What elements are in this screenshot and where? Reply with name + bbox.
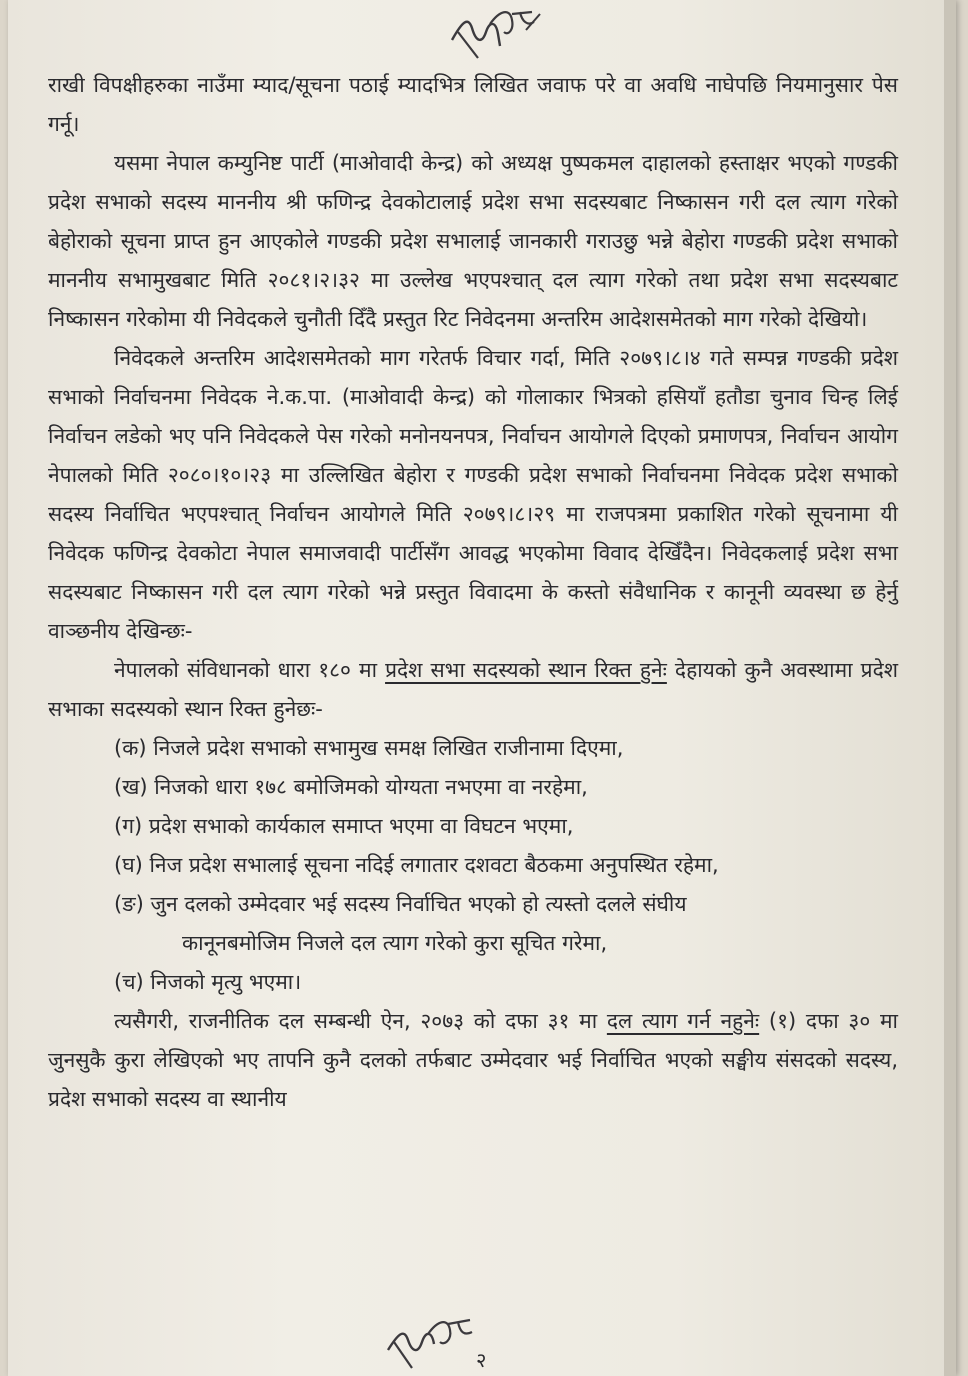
para3-text-post: देहायको कुनै अवस्थामा प्रदेश सभाका सदस्यको स्थान रिक्त हुनेछः- (48, 658, 899, 721)
para3-underlined-heading: प्रदेश सभा सदस्यको स्थान रिक्त हुनेः (385, 658, 667, 682)
page-edge-shadow (944, 0, 956, 1376)
list-item: (घ) निज प्रदेश सभालाई सूचना नदिई लगातार दशवटा बैठकमा अनुपस्थित रहेमा, (114, 853, 719, 877)
list-item: (च) निजको मृत्यु भएमा। (114, 970, 302, 994)
para4-text-pre: त्यसैगरी, राजनीतिक दल सम्बन्धी ऐन, २०७३ को दफा ३१ मा (114, 1009, 607, 1033)
para4-text-post: (१) दफा ३० मा जुनसुकै कुरा लेखिएको भए तापनि कुनै दलको तर्फबाट उम्मेदवार भई निर्वाचित भएको सङ्घीय संसदको सदस्य, प्रदेश सभाको सदस्य वा स्थानीय (48, 1009, 898, 1111)
document-page (8, 0, 956, 1376)
document-body (48, 66, 898, 1119)
paragraph-2: निवेदकले अन्तरिम आदेशसमेतको माग गरेतर्फ विचार गर्दा, मिति २०७९।८।४ गते सम्पन्न गण्डकी प्रदेश सभाको निर्वाचनमा निवेदक ने.क.पा. (माओवादी केन्द्र) को गोलाकार भित्रको हसियाँ हतौडा चुनाव चिन्ह लिई निर्वाचन लडेको भए पनि निवेदकले पेस गरेको मनोनयनपत्र, निर्वाचन आयोगले दिएको प्रमाणपत्र, निर्वाचन आयोग नेपालको मिति २०८०।१०।२३ मा उल्लिखित बेहोरा र गण्डकी प्रदेश सभाको निर्वाचनमा निवेदक प्रदेश सभाको सदस्य निर्वाचित भएपश्चात् निर्वाचन आयोगले मिति २०७९।८।२९ मा राजपत्रमा प्रकाशित गरेको सूचनामा यी निवेदक फणिन्द्र देवकोटा नेपाल समाजवादी पार्टीसँग आवद्ध भएकोमा विवाद देखिँदैन। निवेदकलाई प्रदेश सभा सदस्यबाट निष्कासन गरी दल त्याग गरेको भन्ने प्रस्तुत विवादमा के कस्तो संवैधानिक र कानूनी व्यवस्था छ हेर्नु वाञ्छनीय देखिन्छः- (48, 346, 898, 643)
para4-underlined-heading: दल त्याग गर्न नहुनेः (606, 1009, 760, 1033)
list-item: (ङ) जुन दलको उम्मेदवार भई सदस्य निर्वाचित भएको हो त्यस्तो दलले संघीय (114, 892, 687, 916)
list-item: (ग) प्रदेश सभाको कार्यकाल समाप्त भएमा वा विघटन भएमा, (114, 814, 574, 838)
paragraph-4 (48, 1002, 898, 1119)
list-item: (ख) निजको धारा १७८ बमोजिमको योग्यता नभएमा वा नरहेमा, (114, 775, 588, 799)
list-item: (क) निजले प्रदेश सभाको सभामुख समक्ष लिखित राजीनामा दिएमा, (114, 736, 624, 760)
paragraph-1: यसमा नेपाल कम्युनिष्ट पार्टी (माओवादी केन्द्र) को अध्यक्ष पुष्पकमल दाहालको हस्ताक्षर भएको गण्डकी प्रदेश सभाको सदस्य माननीय श्री फणिन्द्र देवकोटालाई प्रदेश सभा सदस्यबाट निष्कासन गरी दल त्याग गरेको बेहोराको सूचना प्राप्त हुन आएकोले गण्डकी प्रदेश सभालाई जानकारी गराउछु भन्ने बेहोरा गण्डकी प्रदेश सभाको माननीय सभामुखबाट मिति २०८१।२।३२ मा उल्लेख भएपश्चात् दल त्याग गरेको तथा प्रदेश सभा सदस्यबाट निष्कासन गरेकोमा यी निवेदकले चुनौती दिँदै प्रस्तुत रिट निवेदनमा अन्तरिम आदेशसमेतको माग गरेको देखियो। (48, 151, 898, 331)
list-item-continuation: कानूनबमोजिम निजले दल त्याग गरेको कुरा सूचित गरेमा, (182, 931, 608, 955)
paragraph-3 (48, 651, 898, 729)
paragraph-continued: राखी विपक्षीहरुका नाउँमा म्याद/सूचना पठाई म्यादभित्र लिखित जवाफ परे वा अवधि नाघेपछि नियमानुसार पेस गर्नू। (48, 73, 898, 136)
signature-bottom (378, 1300, 478, 1370)
signature-top (438, 2, 548, 64)
para3-text-pre: नेपालको संविधानको धारा १८० मा (114, 658, 386, 682)
page-number: २ (476, 1348, 487, 1372)
